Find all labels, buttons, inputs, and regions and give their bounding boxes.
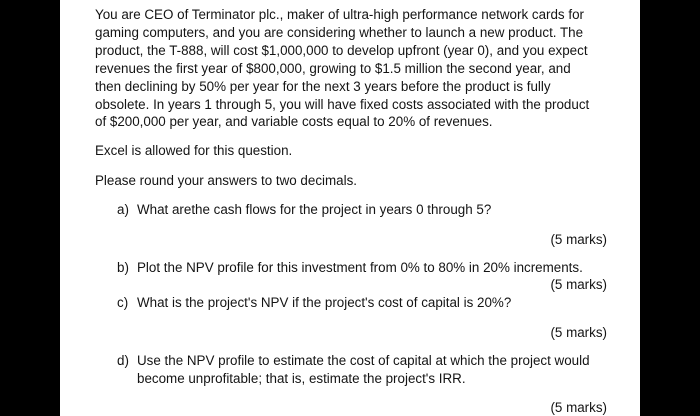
question-c-text: What is the project's NPV if the project's cost of capital is 20%? (137, 295, 512, 310)
question-d-marks: (5 marks) (550, 400, 607, 415)
intro-line: obsolete. In years 1 through 5, you will have fixed costs associated with the product (95, 97, 590, 112)
document-page (60, 0, 640, 416)
question-c-marks: (5 marks) (550, 325, 607, 340)
intro-line: product, the T-888, will cost $1,000,000 to develop upfront (year 0), and you expect (95, 43, 588, 58)
intro-line: then declining by 50% per year for the next 3 years before the product is fully (95, 79, 551, 94)
left-black-border (0, 0, 60, 416)
intro-line: You are CEO of Terminator plc., maker of ultra-high performance network cards for (95, 7, 584, 22)
intro-line: gaming computers, and you are considering whether to launch a new product. The (95, 25, 584, 40)
question-a-marks: (5 marks) (550, 232, 607, 247)
question-d-text-line1: Use the NPV profile to estimate the cost of capital at which the project would (137, 353, 590, 368)
question-d-label: d) (117, 353, 129, 368)
question-b-label: b) (117, 260, 129, 275)
question-a-text: What arethe cash flows for the project in years 0 through 5? (137, 202, 492, 217)
excel-note: Excel is allowed for this question. (95, 143, 293, 158)
question-c-label: c) (117, 295, 129, 310)
question-b-text: Plot the NPV profile for this investment from 0% to 80% in 20% increments. (137, 260, 583, 275)
question-a-label: a) (117, 202, 129, 217)
intro-line: revenues the first year of $800,000, growing to $1.5 million the second year, and (95, 61, 571, 76)
rounding-note: Please round your answers to two decimals. (95, 173, 357, 188)
intro-line: of $200,000 per year, and variable costs equal to 20% of revenues. (95, 114, 493, 129)
right-black-border (640, 0, 700, 416)
question-d-text-line2: become unprofitable; that is, estimate the project's IRR. (137, 371, 466, 386)
question-b-marks: (5 marks) (550, 277, 607, 292)
